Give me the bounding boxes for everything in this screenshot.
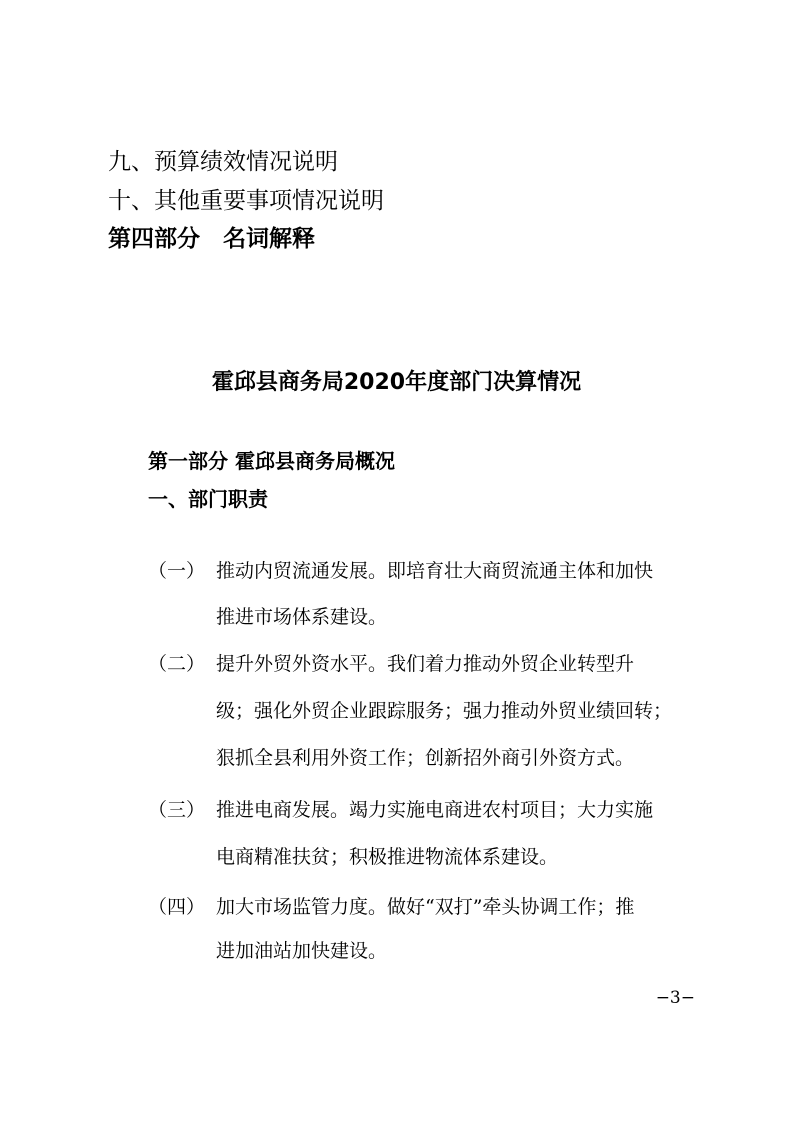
page-number: −3−: [655, 988, 695, 1008]
duty-1-label: （一）: [148, 560, 206, 582]
duty-3-line-2: 电商精准扶贫；积极推进物流体系建设。: [216, 846, 559, 868]
duty-3-line-1: 推进电商发展。竭力实施电商进农村项目；大力实施: [216, 799, 654, 821]
document-title: 霍邱县商务局2020年度部门决算情况: [211, 370, 582, 395]
duty-1-line-2: 推进市场体系建设。: [216, 606, 388, 628]
duty-2-label: （二）: [148, 653, 206, 675]
duty-3-label: （三）: [148, 799, 206, 821]
duty-4-line-2: 进加油站加快建设。: [216, 940, 388, 962]
duty-2-line-2: 级；强化外贸企业跟踪服务；强力推动外贸业绩回转；: [216, 700, 673, 722]
toc-part-4: 第四部分 名词解释: [108, 226, 315, 252]
duty-4-line-1: 加大市场监管力度。做好“双打”牵头协调工作；推: [216, 896, 635, 918]
duty-2-line-1: 提升外贸外资水平。我们着力推动外贸企业转型升: [216, 653, 635, 675]
part1-heading: 第一部分 霍邱县商务局概况: [148, 449, 395, 473]
duty-1-line-1: 推动内贸流通发展。即培育壮大商贸流通主体和加快: [216, 560, 654, 582]
duty-2-line-3: 狠抓全县利用外资工作；创新招外商引外资方式。: [216, 747, 635, 769]
toc-item-9: 九、预算绩效情况说明: [108, 149, 338, 175]
duty-4-label: （四）: [148, 896, 206, 918]
section1-heading: 一、部门职责: [148, 487, 268, 511]
toc-item-10: 十、其他重要事项情况说明: [108, 188, 384, 214]
